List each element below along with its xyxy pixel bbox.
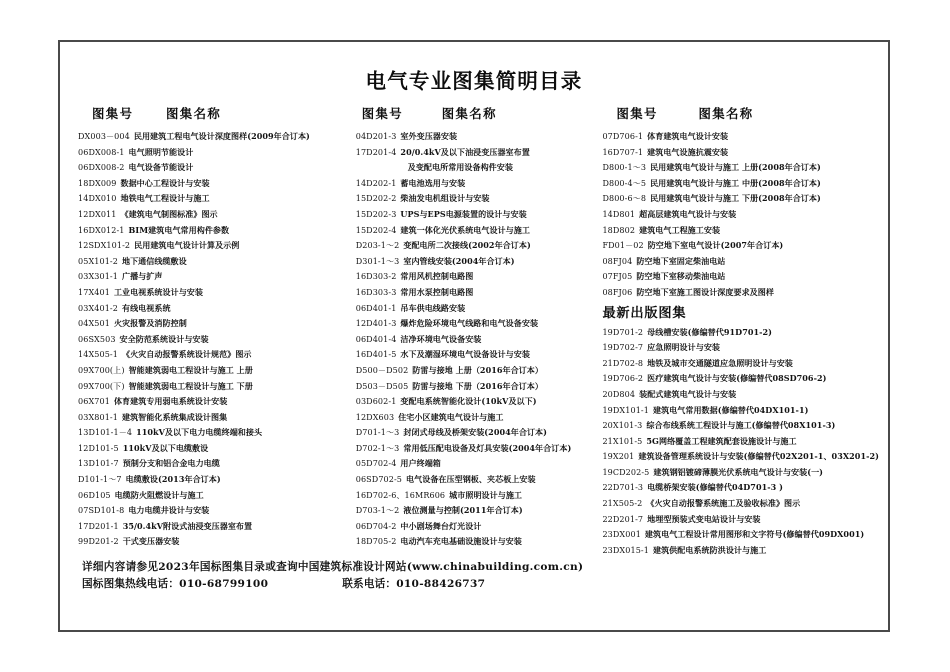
- entry-code: 17X401: [78, 287, 110, 297]
- entry-code: 19D702-7: [602, 343, 644, 353]
- footer: [82, 559, 872, 592]
- entry-code: 03D602-1: [355, 397, 397, 407]
- catalog-entry: [602, 340, 882, 356]
- entry-name: 有线电视系统: [121, 302, 171, 313]
- entry-code: 12SDX101-2: [78, 241, 131, 251]
- catalog-entry: [356, 191, 597, 207]
- entry-code: 19X201: [602, 452, 635, 462]
- entry-code: 09X700(下): [78, 381, 125, 391]
- catalog-column-2: [352, 104, 597, 574]
- entry-name: 建筑电气常用数据(修编替代04DX101-1): [652, 404, 809, 415]
- catalog-entry: [602, 176, 882, 192]
- contact-label: 联系电话：: [342, 577, 397, 590]
- catalog-entry: [602, 387, 882, 403]
- footer-reference-line: 详细内容请参见2023年国标图集目录或查询中国建筑标准设计网站(www.chinabuilding.com.cn): [82, 561, 584, 573]
- catalog-entry: [602, 238, 882, 254]
- catalog-column-1: [74, 104, 352, 574]
- entry-code: 04X501: [78, 319, 110, 329]
- entry-name: 水下及潮湿环境电气设备设计与安装: [400, 349, 530, 360]
- entry-name: 火灾报警及消防控制: [113, 318, 187, 329]
- catalog-column-3: [596, 104, 882, 574]
- entry-name: 民用建筑电气设计与施工 下册(2008年合订本): [650, 193, 821, 204]
- catalog-entry: [356, 176, 597, 192]
- catalog-entry: [356, 145, 597, 161]
- entry-name: 应急照明设计与安装: [647, 342, 721, 353]
- entry-name: 35/0.4kV附设式油浸变压器室布置: [122, 520, 253, 531]
- catalog-entry: [356, 269, 597, 285]
- entry-name: 地铁电气工程设计与施工: [120, 193, 210, 204]
- entry-name: 工业电视系统设计与安装: [113, 286, 204, 297]
- catalog-entry: [356, 534, 597, 550]
- catalog-entry: [78, 363, 352, 379]
- entry-name: 变配电所二次接线(2002年合订本): [403, 240, 531, 251]
- entry-code: 14X505-1: [78, 350, 118, 360]
- catalog-entry: [78, 472, 352, 488]
- entry-code: 03X801-1: [78, 412, 118, 422]
- entry-code: 03X301-1: [78, 272, 118, 282]
- catalog-entry: [602, 129, 882, 145]
- entry-code: 22D701-3: [602, 483, 644, 493]
- entry-code: 07SD101-8: [78, 506, 125, 516]
- entry-code: 99D201-2: [78, 537, 119, 547]
- entry-name: BIM建筑电气常用构件参数: [128, 224, 230, 235]
- column-body-1: [78, 129, 352, 550]
- entry-code: 09X700(上): [78, 365, 125, 375]
- catalog-entry: [602, 145, 882, 161]
- catalog-entry: [602, 434, 882, 450]
- entry-code: 05D702-4: [355, 459, 397, 469]
- catalog-entry: [78, 316, 352, 332]
- entry-code: 12D401-3: [355, 319, 397, 329]
- entry-name: 洁净环境电气设备安装: [400, 333, 482, 344]
- entry-name: 建筑电气工程设计常用图形和文字符号(修编替代09DX001): [644, 529, 865, 540]
- entry-code: D500－D502: [355, 365, 409, 375]
- entry-code: 20D804: [602, 389, 636, 399]
- catalog-entry: [78, 191, 352, 207]
- catalog-entry: [78, 425, 352, 441]
- entry-name: 防雷与接地 上册（2016年合订本）: [412, 364, 544, 375]
- entry-code: D301-1～3: [355, 256, 400, 266]
- catalog-entry: [602, 356, 882, 372]
- catalog-entry: [78, 145, 352, 161]
- catalog-entry: [78, 207, 352, 223]
- catalog-entry: [356, 425, 597, 441]
- entry-name: 20/0.4kV及以下油浸变压器室布置: [400, 146, 530, 157]
- entry-name: 预制分支和铝合金电力电缆: [122, 458, 220, 469]
- catalog-entry: [602, 465, 882, 481]
- entry-name: 《火灾自动报警系统设计规范》图示: [121, 349, 252, 360]
- entry-code: 12DX603: [355, 412, 395, 422]
- entry-code: 22D201-7: [602, 514, 644, 524]
- catalog-entry: [356, 363, 597, 379]
- entry-code: 04D201-3: [355, 132, 397, 141]
- entry-code: 16D303-2: [355, 272, 397, 282]
- catalog-entry: [78, 441, 352, 457]
- catalog-entry: [602, 325, 882, 341]
- catalog-entry: [356, 456, 597, 472]
- entry-name: 防空地下室移动柴油电站: [636, 271, 726, 282]
- catalog-entry: [356, 503, 597, 519]
- catalog-entry: [356, 223, 597, 239]
- entry-name: 城市照明设计与施工: [449, 489, 523, 500]
- entry-name: 住宅小区建筑电气设计与施工: [398, 411, 504, 422]
- entry-code: D800-6～8: [602, 194, 647, 204]
- catalog-entry: [602, 254, 882, 270]
- catalog-entry: [602, 418, 882, 434]
- entry-code: 06X701: [78, 397, 110, 407]
- entry-code: 18D705-2: [355, 537, 397, 547]
- catalog-entry: [78, 332, 352, 348]
- catalog-entry: [78, 456, 352, 472]
- entry-name: 建筑电气工程施工安装: [639, 224, 721, 235]
- catalog-entry: [78, 394, 352, 410]
- entry-code: 14D801: [602, 209, 636, 219]
- entry-name: 建筑一体化光伏系统电气设计与施工: [400, 224, 530, 235]
- entry-code: 23DX015-1: [602, 545, 649, 555]
- entry-code: 06DX008-2: [78, 163, 125, 173]
- entry-name: 建筑智能化系统集成设计图集: [121, 411, 228, 422]
- catalog-entry: [602, 223, 882, 239]
- entry-code: D800-4～5: [602, 178, 647, 188]
- entry-name: 电力电缆井设计与安装: [128, 505, 210, 516]
- entry-name: 智能建筑弱电工程设计与施工 下册: [128, 380, 253, 391]
- entry-name: 常用风机控制电路图: [400, 271, 474, 282]
- entry-name: 民用建筑电气设计计算及示例: [134, 240, 240, 251]
- entry-code: 12D101-5: [78, 443, 119, 453]
- entry-name: 地铁及城市交通隧道应急照明设计与安装: [647, 357, 793, 368]
- catalog-entry: [78, 160, 352, 176]
- catalog-entry: [356, 488, 597, 504]
- entry-code: 17D201-1: [78, 521, 119, 531]
- page-title: 电气专业图集简明目录: [365, 69, 583, 93]
- entry-name: 防雷与接地 下册（2016年合订本）: [412, 380, 544, 391]
- catalog-entry: [78, 269, 352, 285]
- column-header-name: 图集名称: [441, 106, 497, 121]
- entry-code: 14D202-1: [355, 178, 397, 188]
- entry-name: 电气设备在压型钢板、夹芯板上安装: [406, 474, 536, 485]
- entry-name: 及变配电所常用设备构件安装: [407, 162, 513, 173]
- entry-name: 柴油发电机组设计与安装: [400, 193, 490, 204]
- entry-code: 05X101-2: [78, 256, 118, 266]
- catalog-entry: [356, 394, 597, 410]
- entry-code: D101-1～7: [78, 475, 122, 485]
- entry-name: 室内管线安装(2004年合订本): [403, 255, 515, 266]
- entry-name: 民用建筑电气设计与施工 上册(2008年合订本): [650, 162, 821, 173]
- entry-code: 06D105: [78, 490, 111, 500]
- entry-code: 08FJ04: [602, 256, 633, 266]
- catalog-entry: [602, 285, 882, 301]
- column-header-code: 图集号: [92, 106, 134, 121]
- column-header-code: 图集号: [616, 106, 658, 121]
- hotline-number: 010-68799100: [179, 577, 269, 590]
- catalog-entry: [602, 371, 882, 387]
- catalog-entry: [78, 238, 352, 254]
- entry-name: 封闭式母线及桥架安装(2004年合订本): [403, 427, 548, 438]
- catalog-entry: [602, 160, 882, 176]
- entry-code: 19CD202-5: [602, 467, 650, 477]
- entry-name: 建筑供配电系统防洪设计与施工: [652, 544, 767, 555]
- entry-name: 医疗建筑电气设计与安装(修编替代08SD706-2): [647, 373, 827, 384]
- entry-name: UPS与EPS电源装置的设计与安装: [400, 208, 527, 219]
- entry-code: 15D202-2: [355, 194, 397, 204]
- catalog-entry: [78, 129, 352, 145]
- catalog-entry: [356, 160, 597, 176]
- catalog-entry: [78, 503, 352, 519]
- catalog-entry: [356, 207, 597, 223]
- entry-code: 06SX503: [78, 334, 116, 344]
- entry-code: DX003－004: [78, 132, 130, 141]
- entry-code: 21X101-5: [602, 436, 643, 446]
- entry-name: 数据中心工程设计与安装: [120, 177, 210, 188]
- entry-name: 干式变压器安装: [122, 536, 180, 547]
- entry-name: 吊车供电线路安装: [400, 302, 466, 313]
- entry-code: D702-1～3: [355, 443, 400, 453]
- entry-code: D203-1～2: [355, 241, 400, 251]
- entry-name: 《火灾自动报警系统施工及验收标准》图示: [646, 498, 801, 509]
- catalog-entry: [602, 512, 882, 528]
- entry-name: 民用建筑工程电气设计深度图样(2009年合订本): [133, 131, 310, 141]
- entry-name: 超高层建筑电气设计与安装: [639, 208, 737, 219]
- catalog-entry: [602, 449, 882, 465]
- catalog-entry: [78, 223, 352, 239]
- entry-name: 智能建筑弱电工程设计与施工 上册: [128, 364, 253, 375]
- catalog-entry: [602, 496, 882, 512]
- catalog-entry: [356, 301, 597, 317]
- entry-name: 广播与扩声: [121, 271, 163, 282]
- catalog-entry: [356, 129, 597, 145]
- entry-name: 地埋型预装式变电站设计与安装: [647, 513, 761, 524]
- entry-name: 装配式建筑电气设计与安装: [639, 388, 737, 399]
- entry-code: 06D704-2: [355, 521, 397, 531]
- entry-code: 16D401-5: [355, 350, 397, 360]
- column-body-3: [602, 129, 882, 558]
- entry-name: 液位测量与控制(2011年合订本): [403, 505, 523, 516]
- entry-code: 06SD702-5: [355, 475, 403, 485]
- catalog-entry: [78, 285, 352, 301]
- contact-number: 010-88426737: [396, 577, 486, 590]
- catalog-entry: [602, 269, 882, 285]
- entry-code: 08FJ06: [602, 287, 633, 297]
- entry-code: 21X505-2: [602, 499, 643, 509]
- catalog-entry: [356, 347, 597, 363]
- entry-name: 母线槽安装(修编替代91D701-2): [647, 326, 773, 337]
- entry-code: 03X401-2: [78, 303, 118, 313]
- catalog-entry: [356, 441, 597, 457]
- entry-code: 06D401-1: [355, 303, 397, 313]
- catalog-entry: [356, 285, 597, 301]
- entry-code: 18DX009: [78, 178, 117, 188]
- catalog-columns: [60, 104, 888, 574]
- catalog-entry: [602, 527, 882, 543]
- entry-code: 21D702-8: [602, 358, 644, 368]
- entry-code: D703-1～2: [355, 506, 400, 516]
- column-header-3: [602, 104, 882, 122]
- catalog-entry: [78, 519, 352, 535]
- entry-name: 爆炸危险环境电气线路和电气设备安装: [400, 318, 539, 329]
- column-header-1: [78, 104, 352, 122]
- entry-code: 19DX101-1: [602, 405, 649, 415]
- entry-code: 16D702-6、16MR606: [355, 490, 446, 500]
- entry-name: 电气设备节能设计: [128, 162, 194, 173]
- entry-name: 建筑电气设施抗震安装: [647, 146, 729, 157]
- entry-name: 电缆敷设(2013年合订本): [125, 474, 221, 485]
- catalog-entry: [78, 347, 352, 363]
- catalog-entry: [602, 207, 882, 223]
- section-heading: 最新出版图集: [602, 305, 687, 321]
- entry-name: 中小剧场舞台灯光设计: [400, 520, 482, 531]
- entry-code: 06D401-4: [355, 334, 397, 344]
- catalog-entry: [78, 301, 352, 317]
- catalog-entry: [356, 519, 597, 535]
- hotline-label: 国标图集热线电话：: [82, 577, 180, 590]
- entry-name: 用户终端箱: [400, 458, 441, 469]
- catalog-entry: [356, 472, 597, 488]
- catalog-entry: [78, 176, 352, 192]
- entry-code: 13D101-7: [78, 459, 119, 469]
- entry-name: 体育建筑电气设计安装: [647, 131, 729, 141]
- entry-name: 常用低压配电设备及灯具安装(2004年合订本): [403, 442, 572, 453]
- catalog-entry: [78, 488, 352, 504]
- entry-code: 13D101-1－4: [78, 428, 133, 438]
- entry-code: 18D802: [602, 225, 636, 235]
- entry-code: 06DX008-1: [78, 147, 125, 157]
- entry-name: 防空地下室电气设计(2007年合订本): [647, 240, 784, 251]
- entry-code: 07D706-1: [602, 132, 644, 141]
- entry-name: 变配电系统智能化设计(10kV及以下): [400, 396, 537, 407]
- catalog-entry: [78, 379, 352, 395]
- entry-name: 地下通信线缆敷设: [121, 255, 187, 266]
- entry-name: 电缆桥架安装(修编替代04D701-3 ): [647, 482, 783, 493]
- catalog-entry: [602, 543, 882, 559]
- catalog-entry: [356, 238, 597, 254]
- entry-name: 5G网络覆盖工程建筑配套设施设计与施工: [646, 435, 797, 446]
- entry-code: D503－D505: [355, 381, 409, 391]
- entry-name: 110kV及以下电力电缆终端和接头: [136, 427, 263, 438]
- entry-code: D800-1～3: [602, 163, 647, 173]
- entry-code: 14DX010: [78, 194, 117, 204]
- entry-name: 综合布线系统工程设计与施工(修编替代08X101-3): [646, 420, 836, 431]
- entry-code: 23DX001: [602, 530, 641, 540]
- entry-name: 电动汽车充电基础设施设计与安装: [400, 536, 522, 547]
- footer-phone-line: [82, 576, 872, 593]
- entry-name: 电气照明节能设计: [128, 146, 194, 157]
- column-header-name: 图集名称: [698, 106, 754, 121]
- entry-code: 19D701-2: [602, 327, 644, 337]
- entry-name: 建筑设备管理系统设计与安装(修编替代02X201-1、03X201-2): [638, 451, 879, 462]
- entry-code: FD01－02: [602, 241, 644, 251]
- entry-name: 防空地下室固定柴油电站: [636, 255, 726, 266]
- entry-code: 19D706-2: [602, 374, 644, 384]
- catalog-entry: [356, 332, 597, 348]
- entry-name: 民用建筑电气设计与施工 中册(2008年合订本): [650, 177, 821, 188]
- entry-code: 17D201-4: [355, 147, 397, 157]
- catalog-entry: [356, 410, 597, 426]
- entry-name: 体育建筑专用弱电系统设计安装: [113, 396, 228, 407]
- catalog-entry: [78, 410, 352, 426]
- entry-code: 16D303-3: [355, 287, 397, 297]
- entry-name: 防空地下室施工图设计深度要求及图样: [636, 286, 774, 297]
- column-header-code: 图集号: [361, 106, 404, 121]
- entry-name: 电缆防火阻燃设计与施工: [114, 489, 204, 500]
- catalog-entry: [602, 403, 882, 419]
- entry-code: 16DX012-1: [78, 225, 125, 235]
- entry-code: D701-1～3: [355, 428, 400, 438]
- entry-code: 12DX011: [78, 209, 117, 219]
- entry-name: 安全防范系统设计与安装: [119, 333, 209, 344]
- page-frame: [58, 40, 890, 632]
- catalog-entry: [602, 191, 882, 207]
- entry-code: 15D202-4: [355, 225, 397, 235]
- entry-name: 建筑钢铝镀碲薄膜光伏系统电气设计与安装(一): [653, 466, 824, 477]
- catalog-entry: [78, 254, 352, 270]
- catalog-entry: [356, 316, 597, 332]
- catalog-entry: [356, 254, 597, 270]
- entry-name: 常用水泵控制电路图: [400, 286, 474, 297]
- entry-name: 110kV及以下电缆敷设: [122, 442, 209, 453]
- entry-code: 15D202-3: [355, 209, 397, 219]
- catalog-entry: [356, 379, 597, 395]
- entry-code: 07FJ05: [602, 272, 633, 282]
- entry-code: 16D707-1: [602, 147, 644, 157]
- column-header-2: [356, 104, 597, 122]
- entry-name: 《建筑电气制图标准》图示: [120, 208, 218, 219]
- column-header-name: 图集名称: [166, 106, 222, 121]
- catalog-entry: [78, 534, 352, 550]
- entry-code: 20X101-3: [602, 421, 643, 431]
- catalog-entry: [602, 480, 882, 496]
- column-body-2: [356, 129, 597, 550]
- entry-name: 蓄电池选用与安装: [400, 177, 466, 188]
- entry-name: 室外变压器安装: [400, 131, 458, 141]
